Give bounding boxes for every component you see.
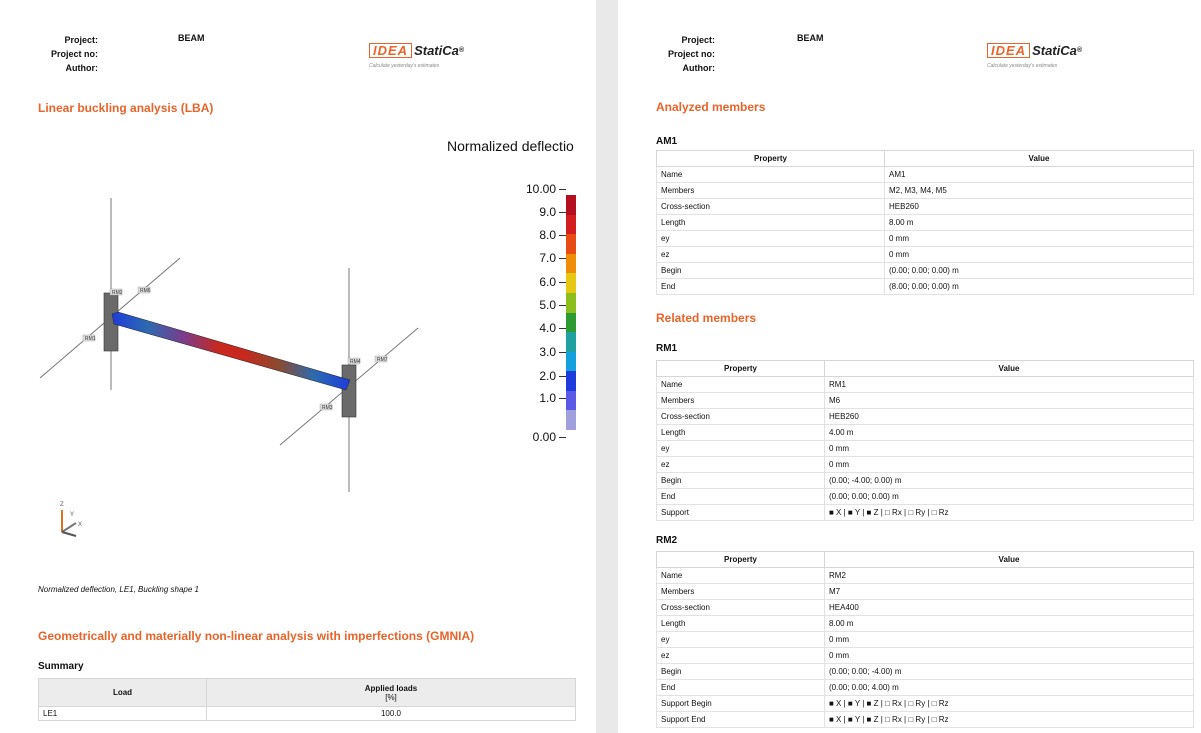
property-cell: End — [657, 279, 885, 295]
tag-rm2: RM2 — [112, 290, 123, 296]
page-header — [618, 33, 918, 78]
table-row — [657, 489, 1194, 505]
author-label: Author: — [65, 63, 98, 73]
figure-title: Normalized deflectio — [447, 138, 574, 154]
scale-segment — [566, 332, 576, 352]
table-row — [657, 231, 1194, 247]
property-cell: Name — [657, 167, 885, 183]
table-row — [657, 584, 1194, 600]
property-cell: ey — [657, 441, 825, 457]
table-row — [657, 648, 1194, 664]
scale-label: 1.0 — [539, 391, 556, 405]
property-cell: Cross-section — [657, 199, 885, 215]
figure-caption: Normalized deflection, LE1, Buckling shape 1 — [38, 585, 199, 594]
scale-segment — [566, 352, 576, 372]
scale-label: 5.0 — [539, 298, 556, 312]
value-cell: ■ X | ■ Y | ■ Z | □ Rx | □ Ry | □ Rz — [825, 696, 1194, 712]
axis-z-label: Z — [60, 502, 64, 508]
right-column-block — [342, 365, 356, 417]
property-cell: ez — [657, 648, 825, 664]
tag-rm1: RM1 — [85, 336, 96, 342]
property-cell: Begin — [657, 473, 825, 489]
value-cell: AM1 — [885, 167, 1194, 183]
table-row — [657, 167, 1194, 183]
logo-box: IDEA — [987, 43, 1030, 58]
property-cell: Name — [657, 568, 825, 584]
value-cell: HEB260 — [825, 409, 1194, 425]
value-cell: 4.00 m — [825, 425, 1194, 441]
rm2-property-table — [656, 551, 1194, 728]
scale-tick — [559, 258, 566, 259]
scale-label: 9.0 — [539, 205, 556, 219]
axis-triad — [60, 502, 82, 536]
scale-label: 7.0 — [539, 251, 556, 265]
scale-label: 3.0 — [539, 345, 556, 359]
table-row — [657, 215, 1194, 231]
value-cell: (0.00; 0.00; 4.00) m — [825, 680, 1194, 696]
project-value: BEAM — [797, 33, 824, 43]
rm2-title: RM2 — [656, 535, 678, 546]
scale-tick — [559, 437, 566, 438]
property-cell: Support — [657, 505, 825, 521]
scale-tick — [559, 189, 566, 190]
table-row — [657, 457, 1194, 473]
scale-segment — [566, 410, 576, 430]
scale-tick — [559, 328, 566, 329]
table-row — [657, 377, 1194, 393]
property-cell: ez — [657, 247, 885, 263]
table-row — [657, 199, 1194, 215]
header-property: Property — [657, 552, 825, 568]
summary-cell-load: LE1 — [39, 707, 207, 721]
value-cell: 0 mm — [885, 247, 1194, 263]
section-title-related: Related members — [656, 311, 757, 325]
value-cell: 0 mm — [825, 441, 1194, 457]
scale-segment — [566, 293, 576, 313]
value-cell: HEB260 — [885, 199, 1194, 215]
value-cell: (0.00; 0.00; 0.00) m — [825, 489, 1194, 505]
section-title-analyzed: Analyzed members — [656, 100, 766, 114]
scale-segment — [566, 195, 576, 215]
property-cell: Cross-section — [657, 600, 825, 616]
property-cell: Members — [657, 584, 825, 600]
logo-brand: StatiCa® — [414, 43, 465, 58]
value-cell: 0 mm — [825, 632, 1194, 648]
header-property: Property — [657, 361, 825, 377]
logo-brand: StatiCa® — [1032, 43, 1083, 58]
summary-cell-applied: 100.0 — [207, 707, 576, 721]
scale-label: 10.00 — [525, 182, 556, 196]
table-row — [657, 441, 1194, 457]
property-cell: End — [657, 489, 825, 505]
axis-x-label: X — [78, 522, 83, 528]
scale-label: 2.0 — [539, 369, 556, 383]
page-header — [0, 33, 300, 78]
scale-segment — [566, 371, 576, 391]
scale-segment — [566, 234, 576, 254]
scale-segment — [566, 391, 576, 411]
table-row — [657, 712, 1194, 728]
project-value: BEAM — [178, 33, 205, 43]
scale-tick — [559, 305, 566, 306]
value-cell: RM2 — [825, 568, 1194, 584]
project-label: Project: — [64, 35, 98, 45]
property-cell: Support End — [657, 712, 825, 728]
value-cell: ■ X | ■ Y | ■ Z | □ Rx | □ Ry | □ Rz — [825, 712, 1194, 728]
value-cell: HEA400 — [825, 600, 1194, 616]
idea-statica-logo — [987, 42, 1082, 69]
value-cell: (0.00; -4.00; 0.00) m — [825, 473, 1194, 489]
logo-tagline: Calculate yesterday's estimates — [369, 63, 440, 69]
header-property: Property — [657, 151, 885, 167]
scale-segment — [566, 313, 576, 333]
property-cell: Support Begin — [657, 696, 825, 712]
table-row — [657, 473, 1194, 489]
header-value: Value — [825, 552, 1194, 568]
project-no-label: Project no: — [667, 49, 715, 59]
report-page-left — [0, 0, 596, 733]
scale-segment — [566, 273, 576, 293]
table-row — [657, 600, 1194, 616]
value-cell: (8.00; 0.00; 0.00) m — [885, 279, 1194, 295]
property-cell: Begin — [657, 664, 825, 680]
author-label: Author: — [682, 63, 715, 73]
value-cell: M7 — [825, 584, 1194, 600]
value-cell: 0 mm — [825, 457, 1194, 473]
property-cell: Length — [657, 616, 825, 632]
value-cell: 0 mm — [825, 648, 1194, 664]
table-row — [657, 393, 1194, 409]
logo-tagline: Calculate yesterday's estimates — [987, 63, 1058, 69]
section-title-lba: Linear buckling analysis (LBA) — [38, 101, 214, 115]
table-row — [657, 409, 1194, 425]
value-cell: 8.00 m — [885, 215, 1194, 231]
value-cell: RM1 — [825, 377, 1194, 393]
table-row — [657, 183, 1194, 199]
buckling-shape-figure — [0, 180, 440, 540]
table-row — [657, 279, 1194, 295]
tag-rm3: RM3 — [322, 405, 333, 411]
property-cell: Members — [657, 393, 825, 409]
report-page-right — [618, 0, 1201, 733]
table-row — [657, 632, 1194, 648]
idea-statica-logo — [369, 42, 464, 69]
tag-rm7: RM7 — [377, 357, 388, 363]
value-cell: M6 — [825, 393, 1194, 409]
scale-tick — [559, 212, 566, 213]
table-row — [657, 425, 1194, 441]
property-cell: Length — [657, 425, 825, 441]
property-cell: Begin — [657, 263, 885, 279]
section-title-gmnia: Geometrically and materially non-linear analysis with imperfections (GMNIA) — [38, 629, 475, 643]
value-cell: M2, M3, M4, M5 — [885, 183, 1194, 199]
am1-title: AM1 — [656, 136, 678, 147]
table-row — [657, 696, 1194, 712]
scale-label: 8.0 — [539, 228, 556, 242]
scale-segment — [566, 254, 576, 274]
table-row — [657, 263, 1194, 279]
tag-rm6: RM6 — [140, 288, 151, 294]
scale-tick — [559, 235, 566, 236]
scale-segment — [566, 215, 576, 235]
property-cell: Name — [657, 377, 825, 393]
property-cell: End — [657, 680, 825, 696]
value-cell: (0.00; 0.00; -4.00) m — [825, 664, 1194, 680]
tag-rm4: RM4 — [350, 359, 361, 365]
summary-table — [38, 678, 576, 721]
scale-label: 4.0 — [539, 321, 556, 335]
property-cell: ez — [657, 457, 825, 473]
summary-title: Summary — [38, 661, 84, 672]
summary-header-load: Load — [39, 679, 207, 707]
table-row — [657, 247, 1194, 263]
property-cell: ey — [657, 231, 885, 247]
logo-box: IDEA — [369, 43, 412, 58]
project-no-label: Project no: — [50, 49, 98, 59]
table-row — [657, 616, 1194, 632]
value-cell: 8.00 m — [825, 616, 1194, 632]
scale-tick — [559, 376, 566, 377]
table-row — [657, 680, 1194, 696]
scale-tick — [559, 398, 566, 399]
property-cell: Length — [657, 215, 885, 231]
table-row — [657, 568, 1194, 584]
scale-tick — [559, 352, 566, 353]
rm1-title: RM1 — [656, 343, 678, 354]
summary-header-applied: Applied loads [%] — [207, 679, 576, 707]
scale-tick — [559, 282, 566, 283]
header-value: Value — [825, 361, 1194, 377]
am1-property-table — [656, 150, 1194, 295]
rm1-property-table — [656, 360, 1194, 521]
scale-label: 0.00 — [532, 430, 556, 444]
deformed-beam — [112, 312, 350, 390]
table-row — [39, 707, 576, 721]
property-cell: Members — [657, 183, 885, 199]
property-cell: Cross-section — [657, 409, 825, 425]
value-cell: 0 mm — [885, 231, 1194, 247]
axis-y-label: Y — [70, 512, 75, 518]
value-cell: ■ X | ■ Y | ■ Z | □ Rx | □ Ry | □ Rz — [825, 505, 1194, 521]
property-cell: ey — [657, 632, 825, 648]
project-label: Project: — [681, 35, 715, 45]
scale-label: 6.0 — [539, 275, 556, 289]
header-value: Value — [885, 151, 1194, 167]
table-row — [657, 664, 1194, 680]
table-row — [657, 505, 1194, 521]
value-cell: (0.00; 0.00; 0.00) m — [885, 263, 1194, 279]
